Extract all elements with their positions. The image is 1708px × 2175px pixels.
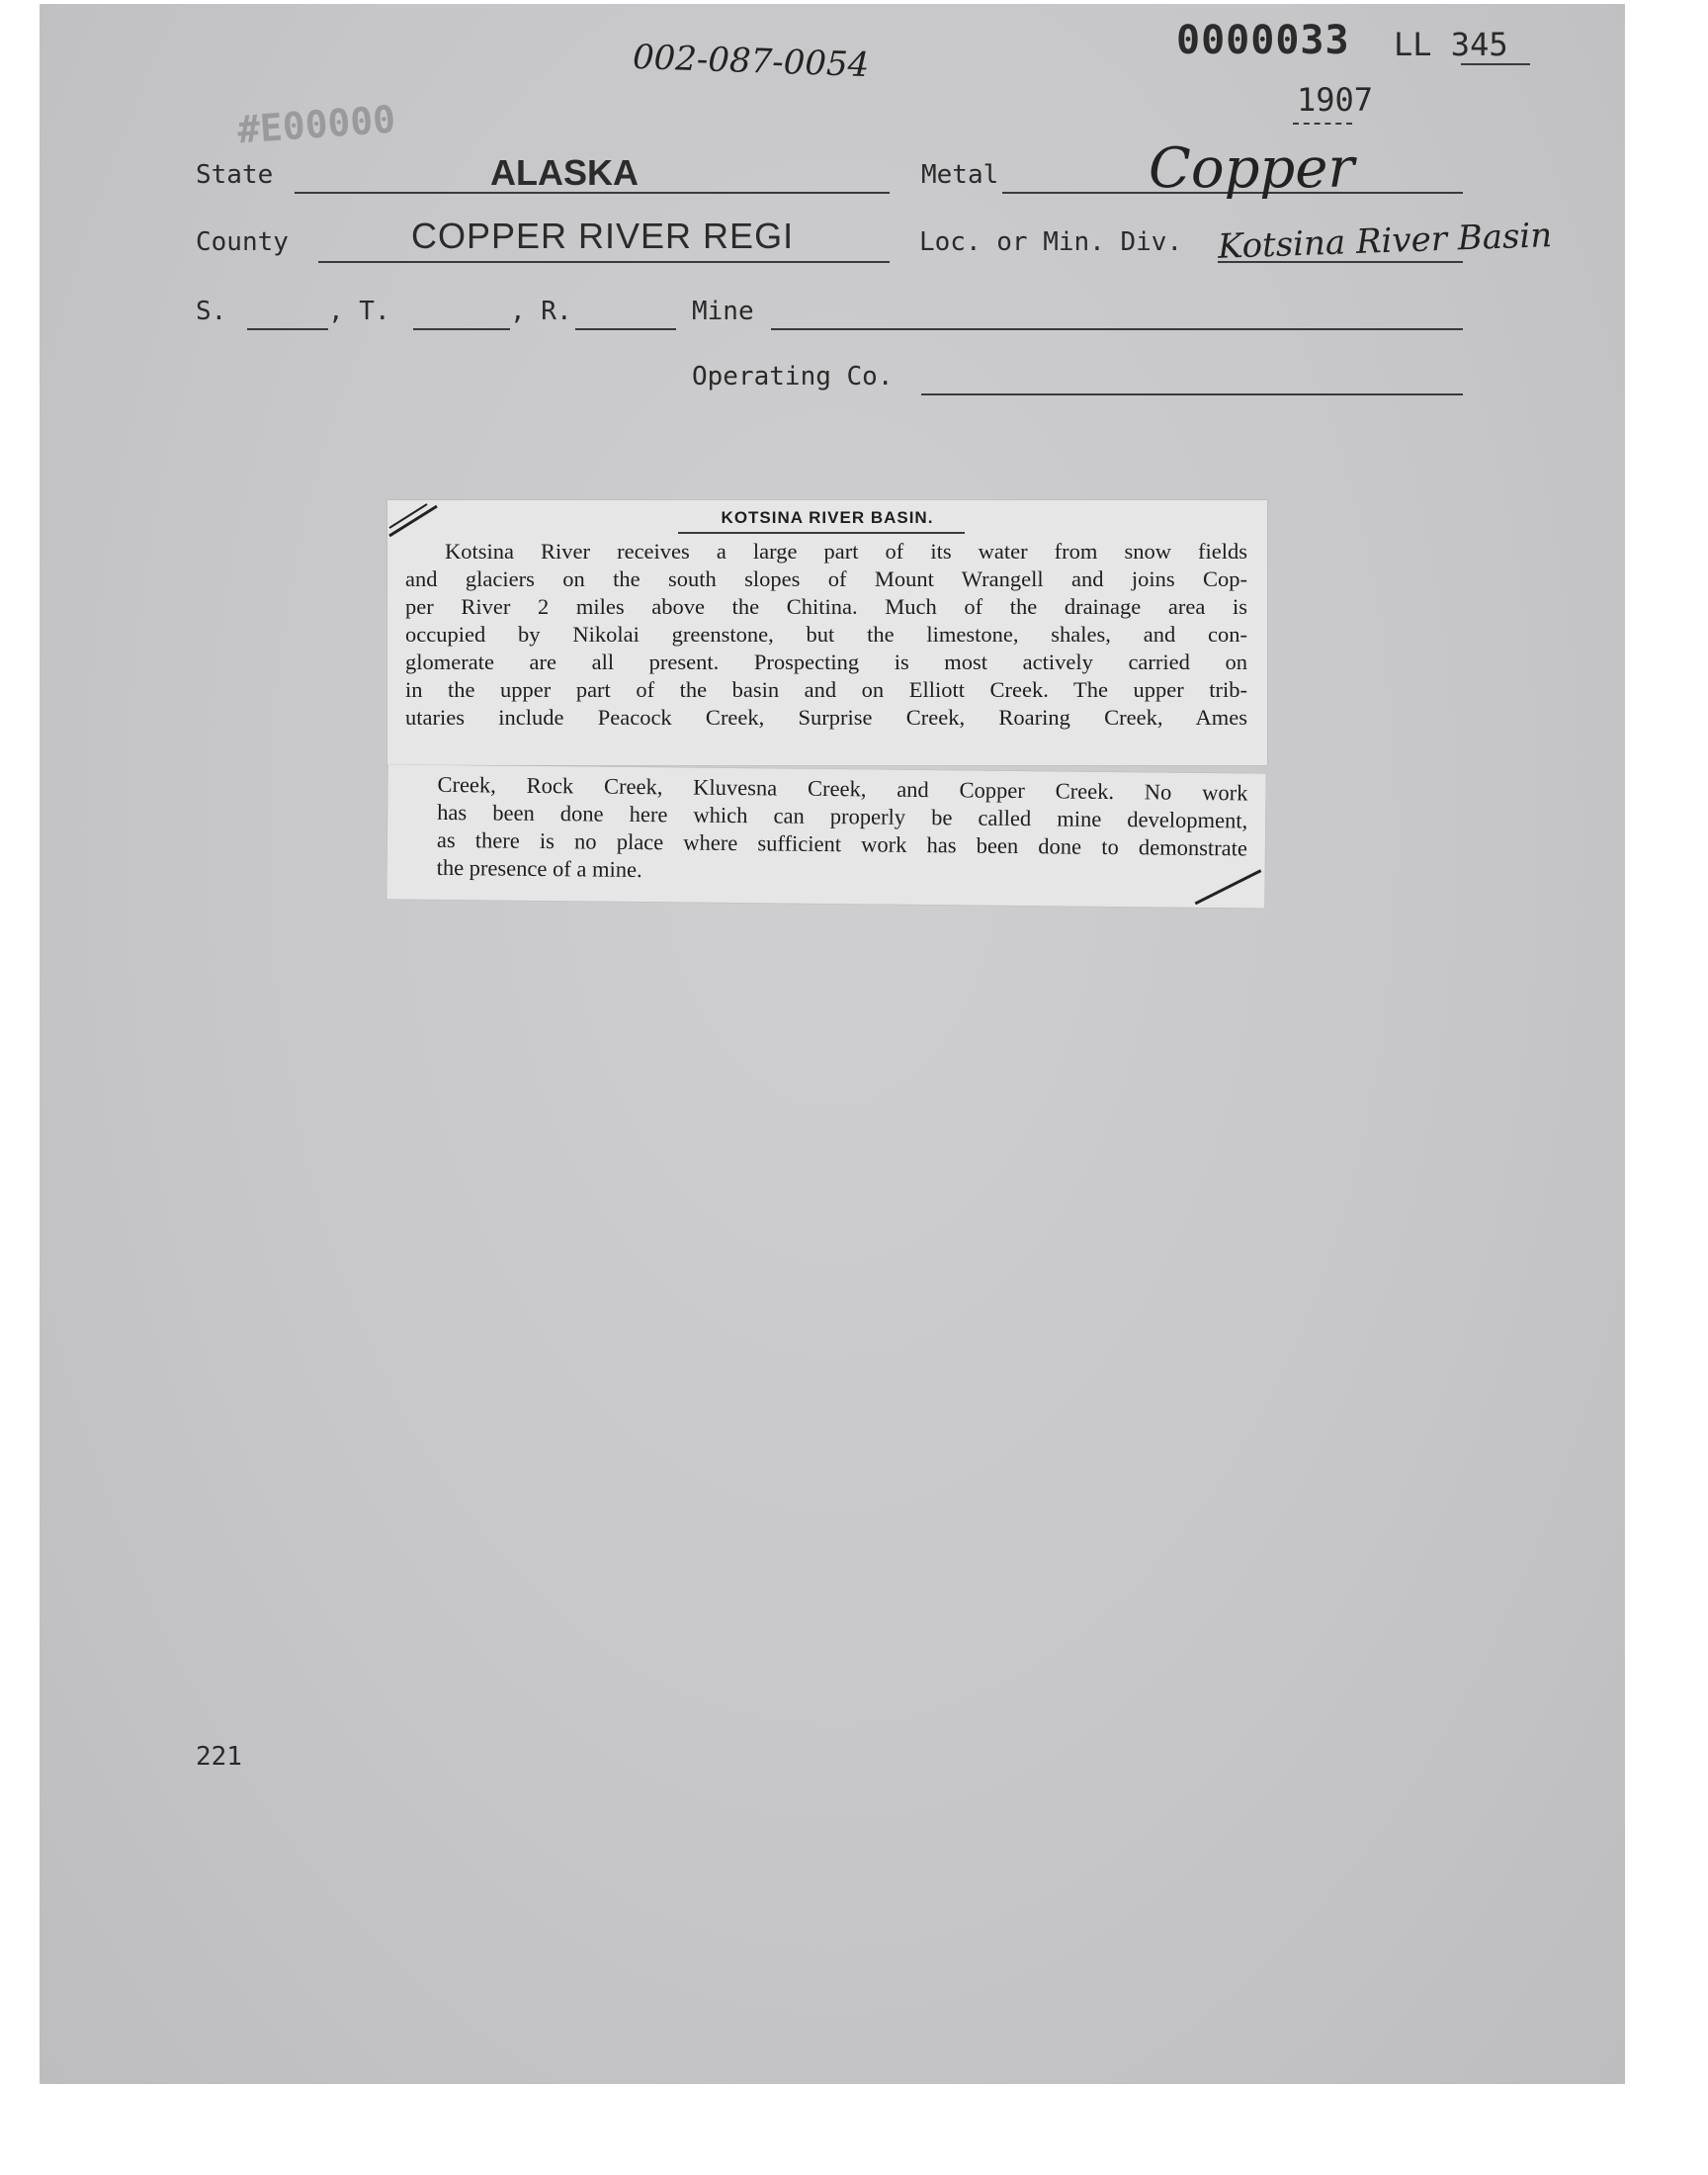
document-number: 002-087-0054: [632, 37, 870, 86]
year: 1907: [1297, 81, 1374, 119]
county-label: County: [196, 227, 289, 257]
clip-line: the presence of a mine.: [436, 854, 642, 883]
county-line: [318, 261, 890, 263]
clip-line: utaries include Peacock Creek, Surprise Creek, Roaring Creek, Ames: [405, 705, 1247, 730]
clipping-body-1: [405, 538, 1247, 732]
clipping-corner-mark: [387, 500, 447, 540]
year-underline: [1293, 123, 1352, 125]
clipping-part-2: [386, 764, 1265, 908]
state-label: State: [196, 160, 274, 190]
mine-label: Mine: [692, 297, 754, 326]
t-line: [413, 328, 510, 330]
clip-line: and glaciers on the south slopes of Mount Wrangell and joins Cop-: [405, 566, 1247, 591]
clipping-body-2: [436, 771, 1247, 891]
clipping-corner-mark: [1185, 864, 1264, 909]
mine-line: [771, 328, 1463, 330]
s-line: [247, 328, 328, 330]
clipping-part-1: [387, 500, 1267, 765]
file-code-underline: [1461, 63, 1530, 65]
loc-value: Kotsina River Basin: [1217, 216, 1553, 267]
clip-line: occupied by Nikolai greenstone, but the limestone, shales, and con-: [405, 622, 1247, 647]
county-value: COPPER RIVER REGI: [411, 216, 795, 256]
clip-line: Kotsina River receives a large part of its water from snow fields: [445, 539, 1247, 564]
clip-line: has been done here which can properly be called mine development,: [437, 799, 1248, 833]
t-label: , T.: [328, 297, 390, 326]
clip-line: glomerate are all present. Prospecting is most actively carried on: [405, 650, 1247, 674]
loc-label: Loc. or Min. Div.: [919, 227, 1183, 257]
state-value: ALASKA: [490, 152, 639, 193]
clip-line: as there is no place where sufficient work has been done to demonstrate: [436, 826, 1248, 861]
r-line: [575, 328, 676, 330]
metal-value: Copper: [1149, 136, 1355, 201]
clip-line: per River 2 miles above the Chitina. Much of the drainage area is: [405, 594, 1247, 619]
faded-stamp: #E00000: [235, 97, 397, 152]
page-number: 221: [196, 1742, 242, 1772]
file-code: LL 345: [1394, 26, 1508, 63]
clipping-title: KOTSINA RIVER BASIN.: [721, 508, 934, 527]
clip-line: Creek, Rock Creek, Kluvesna Creek, and Copper Creek. No work: [437, 771, 1248, 806]
clip-line: in the upper part of the basin and on Elliott Creek. The upper trib-: [405, 677, 1247, 702]
stamp-number: 0000033: [1176, 18, 1350, 63]
metal-label: Metal: [921, 160, 999, 190]
operating-line: [921, 393, 1463, 395]
operating-label: Operating Co.: [692, 362, 894, 392]
r-label: , R.: [510, 297, 572, 326]
clipping-title-underline: [678, 532, 965, 534]
record-card: [40, 4, 1625, 2084]
s-label: S.: [196, 297, 227, 326]
